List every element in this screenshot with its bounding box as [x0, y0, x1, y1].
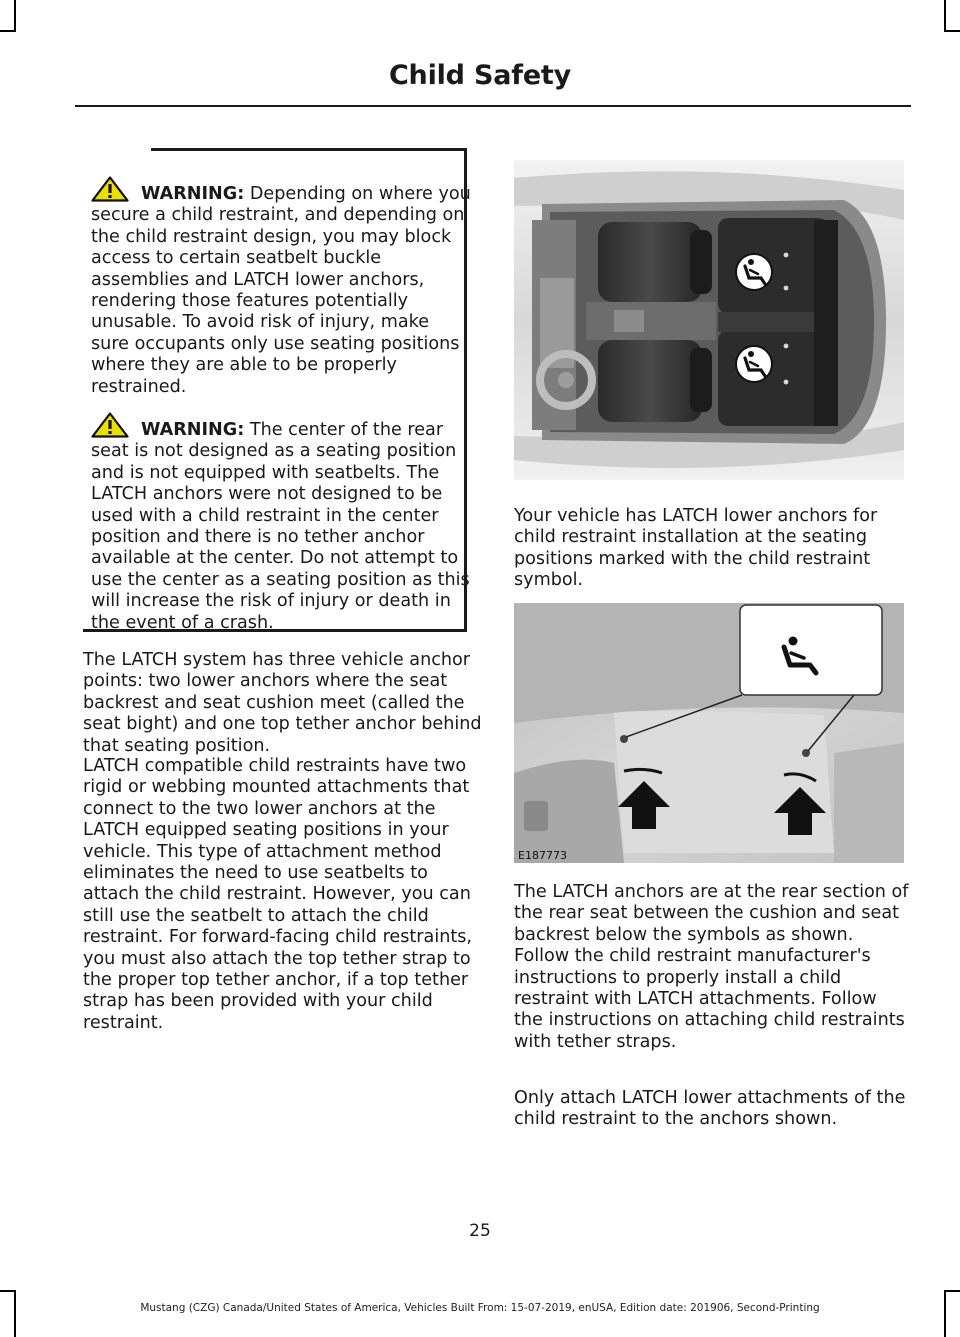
- crop-mark-bottom-right-horizontal: [944, 1290, 960, 1292]
- body-paragraph-anchor-location: The LATCH anchors are at the rear section of the rear seat between the cushion and seat backrest below the symbols as shown. Follow the child restraint manufacturer's instructions to properly install a child restraint with LATCH attachments. Follow the instructions on attaching child restraints with tether straps.: [514, 882, 909, 1052]
- child-restraint-symbol-icon: [736, 254, 772, 290]
- latch-anchor-closeup-figure: [514, 603, 904, 863]
- page-footer: Mustang (CZG) Canada/United States of America, Vehicles Built From: 15-07-2019, enUSA, Edition date: 201906, Second-Printing: [140, 1302, 820, 1314]
- warning-paragraph-2: [91, 412, 471, 634]
- warning-box-top-rule: [151, 148, 467, 151]
- figure-id-label: E187773: [518, 849, 567, 862]
- warning-paragraph-1: [91, 176, 471, 398]
- warning-triangle-icon: [91, 412, 129, 438]
- body-paragraph-latch-lower-anchors: Your vehicle has LATCH lower anchors for child restraint installation at the seating positions marked with the child restraint symbol.: [514, 506, 878, 591]
- latch-anchor-closeup-illustration: [514, 603, 904, 863]
- page-title: Child Safety: [388, 60, 572, 91]
- crop-mark-top-left-vertical: [14, 0, 16, 32]
- crop-mark-top-left-horizontal: [0, 30, 16, 32]
- warning-label-1: WARNING:: [141, 184, 245, 204]
- body-paragraph-only-attach: Only attach LATCH lower attachments of the child restraint to the anchors shown.: [514, 1088, 906, 1130]
- warning-triangle-icon: [91, 176, 129, 202]
- body-paragraph-latch-compatible: LATCH compatible child restraints have two rigid or webbing mounted attachments that connect to the two lower anchors at the LATCH equipped seating positions in your vehicle. This type of attachment method eliminates the need to use seatbelts to attach the child restraint. However, you can still use the seatbelt to attach the child restraint. For forward-facing child restraints, you must also attach the top tether strap to the proper top tether anchor, if a top tether strap has been provided with your child restraint.: [83, 756, 473, 1033]
- crop-mark-bottom-left-horizontal: [0, 1290, 16, 1292]
- warning-text-2: The center of the rear seat is not designed as a seating position and is not equipped with seatbelts. The LATCH anchors were not designed to be used with a child restraint in the center position and there is no tether anchor available at the center. Do not attempt to use the center as a seating position as this will increase the risk of injury or death in the event of a crash.: [91, 420, 470, 633]
- vehicle-top-view-illustration: [514, 160, 904, 480]
- warning-label-2: WARNING:: [141, 420, 245, 440]
- body-paragraph-latch-system: The LATCH system has three vehicle anchor points: two lower anchors where the seat backrest and seat cushion meet (called the seat bight) and one top tether anchor behind that seating position.: [83, 650, 482, 756]
- warning-box: [83, 148, 471, 633]
- crop-mark-top-right-vertical: [944, 0, 946, 32]
- child-restraint-symbol-icon: [736, 346, 772, 382]
- warning-text-1: Depending on where you secure a child restraint, and depending on the child restraint design, you may block access to certain seatbelt buckle assemblies and LATCH lower anchors, rendering those features potentially unusable. To avoid risk of injury, make sure occupants only use seating positions where they are able to be properly restrained.: [91, 184, 471, 397]
- crop-mark-top-right-horizontal: [944, 30, 960, 32]
- page-number: 25: [469, 1221, 491, 1241]
- vehicle-top-view-figure: [514, 160, 904, 480]
- header-divider: [75, 105, 911, 107]
